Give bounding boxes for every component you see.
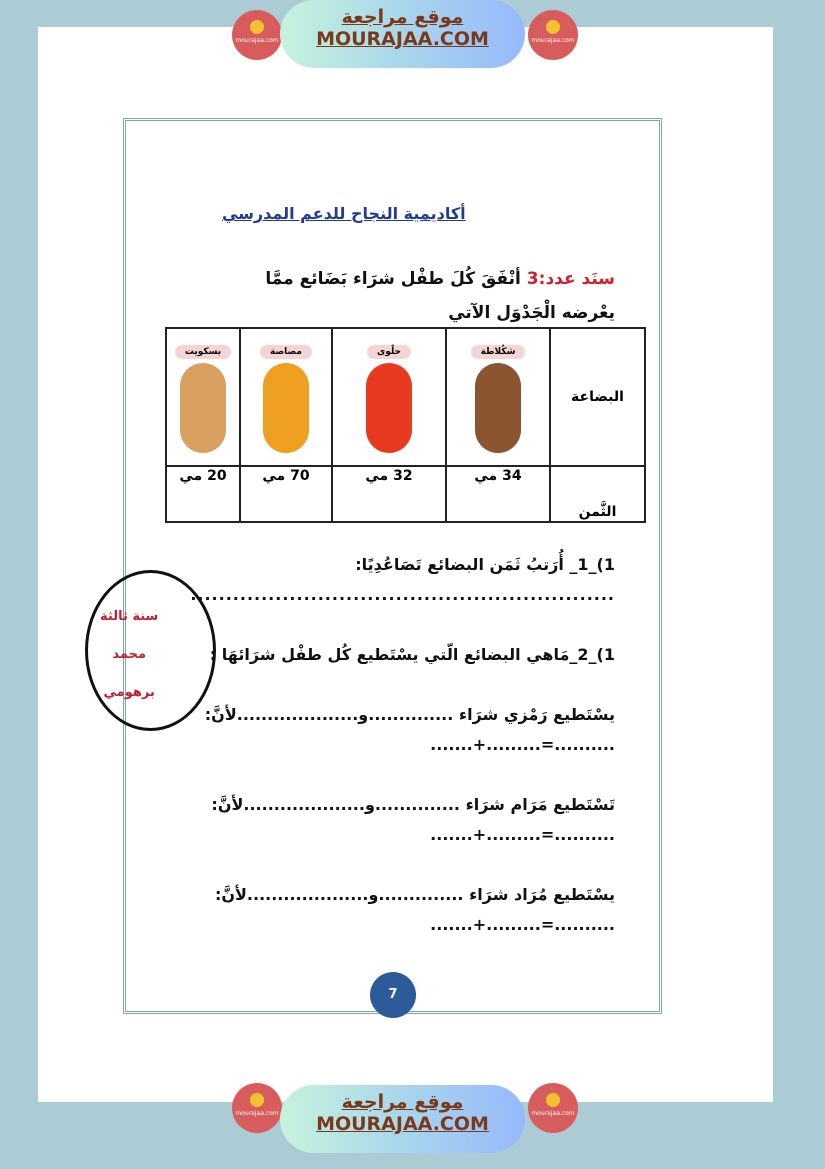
banner-url: MOURAJAA.COM (316, 28, 489, 50)
item-cell (166, 328, 240, 466)
site-logo-right: mourajaa.com (528, 10, 578, 60)
price-cell: 34 مي (446, 466, 550, 522)
answer-line[interactable]: يسْتَطيع مُرَاد شرَاء ..............و....................لأنَّ: (214, 885, 615, 904)
item-cell (240, 328, 332, 466)
answer-line-1[interactable]: ............................................................ (190, 585, 615, 604)
prompt-label: سنَد عدد:3 (526, 269, 615, 289)
banner-arabic: موقع مراجعة (341, 1091, 464, 1113)
item-name: حلْوى (367, 345, 411, 359)
price-cell: 70 مي (240, 466, 332, 522)
price-cell: 20 مي (166, 466, 240, 522)
answer-calc[interactable]: ..........=.........+....... (430, 825, 615, 844)
price-table (165, 327, 646, 523)
item-image (263, 363, 309, 453)
page-number: 7 (370, 972, 416, 1018)
answer-line[interactable]: تَسْتَطيع مَرَام شرَاء ..............و....................لأنَّ: (211, 795, 615, 814)
stamp-line: سنة ثالثة (100, 609, 159, 624)
item-name: مصاصة (260, 345, 312, 359)
site-logo-left: mourajaa.com (232, 10, 282, 60)
item-image (366, 363, 412, 453)
author-stamp (100, 598, 158, 712)
answer-calc[interactable]: ..........=.........+....... (430, 735, 615, 754)
item-image (475, 363, 521, 453)
site-logo-left: mourajaa.com (232, 1083, 282, 1133)
site-logo-right: mourajaa.com (528, 1083, 578, 1133)
stamp-line: محمد (112, 647, 146, 662)
banner-arabic: موقع مراجعة (341, 6, 464, 28)
question-2: 1)_2_مَاهي البضائع الّتي يسْتَطيع كُل طفْل شرَائهَا : (209, 645, 615, 664)
answer-calc[interactable]: ..........=.........+....... (430, 915, 615, 934)
item-cell (332, 328, 446, 466)
question-1: 1)_1_ أُرَتبُ ثَمَن البضائع تَصَاعُدِيًا: (355, 555, 615, 574)
site-banner-top[interactable] (280, 0, 525, 68)
prompt (215, 262, 615, 330)
item-name: بسكويت (175, 345, 231, 359)
answer-line[interactable]: يسْتَطيع رَمْزي شرَاء ..............و....................لأنَّ: (204, 705, 615, 724)
item-name: شكُلاطة (471, 345, 526, 359)
banner-url: MOURAJAA.COM (316, 1113, 489, 1135)
prompt-text: أنْفَقَ كُلَ طفْل شرَاء بَضَائع ممَّا يعْرضه الْجَدْوَل الآتي (265, 269, 615, 323)
price-cell: 32 مي (332, 466, 446, 522)
item-cell (446, 328, 550, 466)
site-banner-bottom[interactable] (280, 1085, 525, 1153)
worksheet-title: أكاديمية النجاح للدعم المدرسي (222, 204, 466, 223)
stamp-line: برهومي (103, 685, 155, 700)
item-image (180, 363, 226, 453)
goods-label: البضاعة (550, 328, 645, 466)
price-label: الثَّمن (550, 466, 645, 522)
